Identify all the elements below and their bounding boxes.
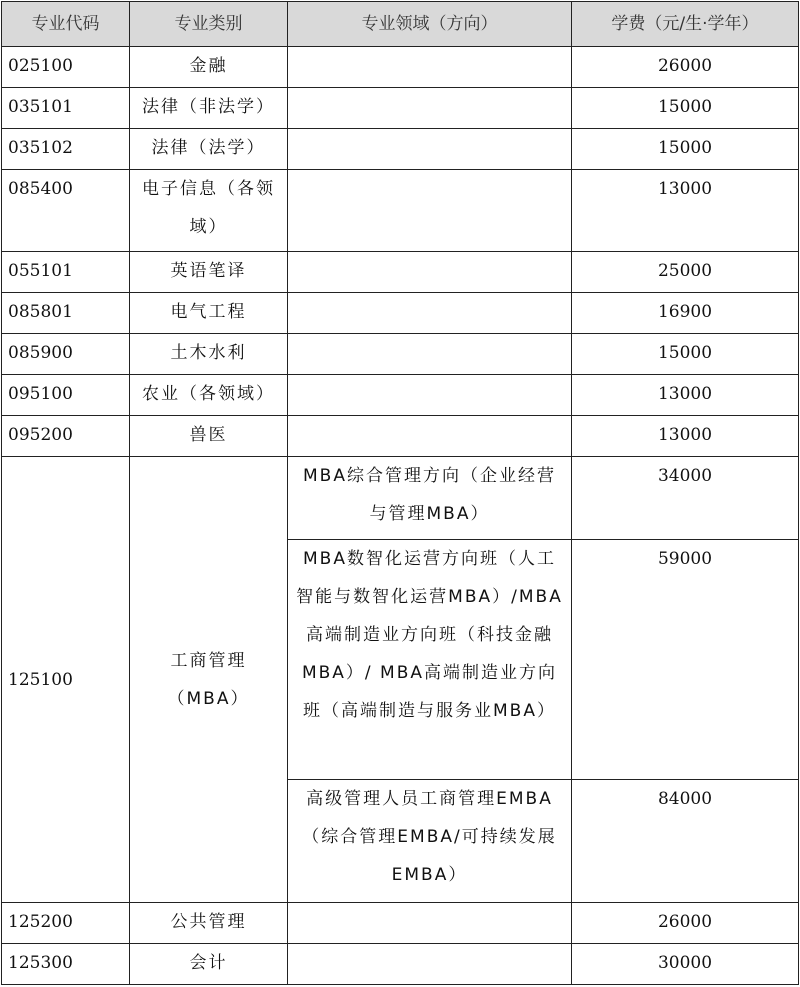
cell-field — [288, 375, 572, 416]
cell-code: 035101 — [2, 88, 130, 129]
cell-category: 电气工程 — [130, 293, 288, 334]
table-row — [2, 902, 799, 943]
table-row-mba — [2, 457, 799, 539]
table-header-row — [2, 2, 799, 47]
cell-fee: 15000 — [572, 334, 799, 375]
cell-field — [288, 252, 572, 293]
cell-category: 法律（法学） — [130, 129, 288, 170]
cell-fee: 15000 — [572, 88, 799, 129]
cell-fee: 26000 — [572, 902, 799, 943]
cell-code: 085400 — [2, 170, 130, 252]
cell-category: 会计 — [130, 943, 288, 984]
table-row — [2, 129, 799, 170]
cell-category: 英语笔译 — [130, 252, 288, 293]
header-field: 专业领域（方向） — [288, 2, 572, 47]
cell-code: 125100 — [2, 457, 130, 902]
cell-code: 125300 — [2, 943, 130, 984]
header-fee: 学费（元/生·学年） — [572, 2, 799, 47]
table-row — [2, 47, 799, 88]
cell-category: 电子信息（各领域） — [130, 170, 288, 252]
cell-field — [288, 293, 572, 334]
cell-category: 兽医 — [130, 416, 288, 457]
cell-fee: 13000 — [572, 416, 799, 457]
cell-field — [288, 47, 572, 88]
cell-field — [288, 170, 572, 252]
cell-field — [288, 88, 572, 129]
cell-field — [288, 943, 572, 984]
cell-category: 公共管理 — [130, 902, 288, 943]
cell-fee: 13000 — [572, 170, 799, 252]
cell-code: 095200 — [2, 416, 130, 457]
cell-category: 农业（各领域） — [130, 375, 288, 416]
cell-code: 085801 — [2, 293, 130, 334]
cell-fee: 16900 — [572, 293, 799, 334]
table-row — [2, 416, 799, 457]
cell-fee: 59000 — [572, 539, 799, 779]
table-row — [2, 170, 799, 252]
table-row — [2, 88, 799, 129]
header-code: 专业代码 — [2, 2, 130, 47]
header-category: 专业类别 — [130, 2, 288, 47]
cell-code: 025100 — [2, 47, 130, 88]
cell-code: 035102 — [2, 129, 130, 170]
cell-category: 法律（非法学） — [130, 88, 288, 129]
cell-field — [288, 129, 572, 170]
cell-code: 125200 — [2, 902, 130, 943]
cell-fee: 26000 — [572, 47, 799, 88]
cell-field: MBA综合管理方向（企业经营与管理MBA） — [288, 457, 572, 539]
cell-field — [288, 334, 572, 375]
cell-category: 工商管理（MBA） — [130, 457, 288, 902]
cell-code: 085900 — [2, 334, 130, 375]
table-row — [2, 293, 799, 334]
cell-fee: 34000 — [572, 457, 799, 539]
table-row — [2, 375, 799, 416]
cell-field: 高级管理人员工商管理EMBA（综合管理EMBA/可持续发展EMBA） — [288, 779, 572, 902]
cell-fee: 84000 — [572, 779, 799, 902]
cell-fee: 30000 — [572, 943, 799, 984]
cell-field: MBA数智化运营方向班（人工智能与数智化运营MBA）/MBA高端制造业方向班（科技金融MBA）/ MBA高端制造业方向班（高端制造与服务业MBA） — [288, 539, 572, 779]
tuition-table — [1, 1, 799, 985]
cell-fee: 15000 — [572, 129, 799, 170]
cell-code: 095100 — [2, 375, 130, 416]
cell-category: 土木水利 — [130, 334, 288, 375]
table-row — [2, 943, 799, 984]
cell-fee: 13000 — [572, 375, 799, 416]
table-row — [2, 334, 799, 375]
table-row — [2, 252, 799, 293]
cell-field — [288, 416, 572, 457]
cell-code: 055101 — [2, 252, 130, 293]
cell-field — [288, 902, 572, 943]
cell-fee: 25000 — [572, 252, 799, 293]
cell-category: 金融 — [130, 47, 288, 88]
